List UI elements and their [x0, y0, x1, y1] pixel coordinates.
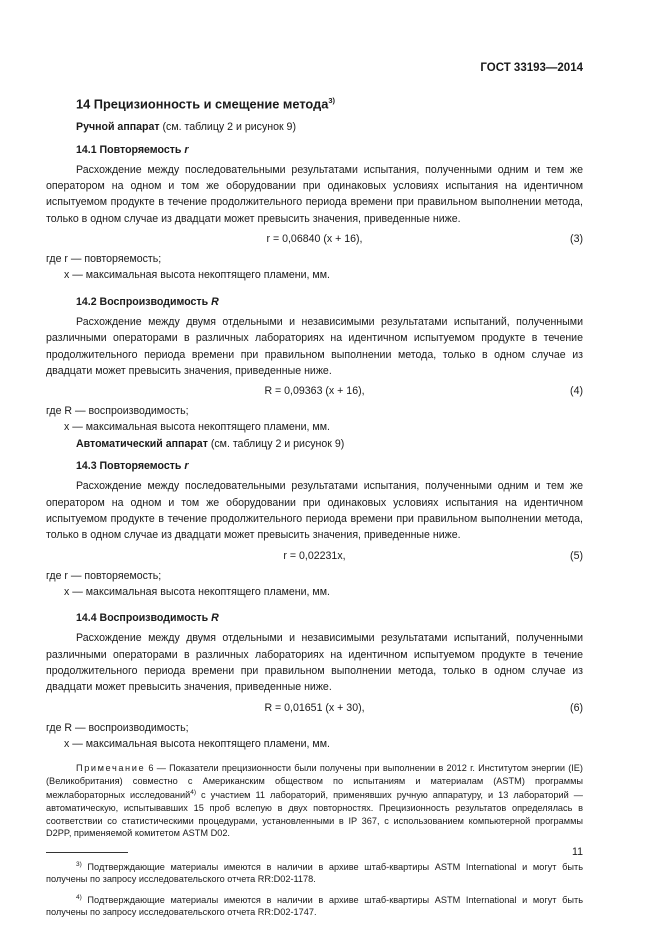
heading-symbol: r	[184, 460, 189, 473]
manual-apparatus-line	[76, 119, 583, 135]
page-content	[46, 92, 583, 925]
formula-number: (5)	[570, 549, 583, 562]
formula-expression: R = 0,09363 (x + 16),	[264, 385, 365, 398]
footnote-text: Подтверждающие материалы имеются в наличии в архиве штаб-квартиры ASTM International и могут быть получены по запросу исследовательского отчета RR:D02-1747.	[46, 894, 583, 918]
subsection-14-2-text: Расхождение между двумя отдельными и независимыми результатами испытаний, полученными различными операторами в различных лабораториях на идентичном испытуемом продукте в течение продолжительного периода времени при правильном выполнении метода, только в одном случае из двадцати может превысить значения, приведенные ниже.	[46, 315, 583, 377]
formula-number: (3)	[570, 233, 583, 246]
subsection-14-4-heading	[76, 610, 583, 626]
subsection-14-3-heading	[76, 458, 583, 474]
where-line-1: где R — воспроизводимость;	[46, 405, 189, 418]
heading-text: 14.1 Повторяемость	[76, 143, 185, 156]
heading-text: 14.3 Повторяемость	[76, 460, 185, 473]
heading-symbol: r	[184, 143, 189, 156]
precision-note	[46, 762, 583, 840]
section-title-text: 14 Прецизионность и смещение метода	[76, 96, 329, 112]
section-title	[76, 92, 583, 113]
manual-apparatus-ref: (см. таблицу 2 и рисунок 9)	[159, 121, 296, 134]
subsection-14-2-heading	[76, 294, 583, 310]
formula-expression: R = 0,01651 (x + 30),	[264, 701, 365, 714]
note-text-part-2: с участием 11 лабораторий, применявших ручную аппаратуру, и 13 лабораторий — автоматическую, испытывавших 15 проб вслепую в двух повторностях. Прецизионность результатов определялась в соответствии со статистическими процедурами, установленными в IP 367, с использованием компьютерной программы D2PP, применяемой комитетом ASTM D02.	[46, 790, 583, 839]
formula-number: (4)	[570, 385, 583, 398]
auto-apparatus-line	[76, 436, 583, 452]
where-line-2: x — максимальная высота некоптящего пламени, мм.	[64, 269, 330, 282]
footnote-mark: 4)	[76, 893, 82, 901]
formula-6	[46, 700, 583, 716]
heading-text: 14.4 Воспроизводимость	[76, 612, 212, 625]
footnote-separator	[46, 852, 128, 853]
auto-apparatus-label: Автоматический аппарат	[76, 437, 208, 450]
subsection-14-1-heading	[76, 142, 583, 158]
formula-expression: r = 0,06840 (x + 16),	[266, 233, 363, 246]
footnote-text: Подтверждающие материалы имеются в наличии в архиве штаб-квартиры ASTM International и могут быть получены по запросу исследовательского отчета RR:D02-1178.	[46, 861, 583, 885]
footnote-4	[46, 892, 583, 919]
where-line-2: x — максимальная высота некоптящего пламени, мм.	[64, 737, 330, 750]
footnote-3	[46, 859, 583, 886]
document-code: ГОСТ 33193—2014	[480, 62, 583, 74]
footnote-mark: 3)	[76, 860, 82, 868]
subsection-14-3-text: Расхождение между последовательными результатами испытания, полученными одним и тем же оператором на одном и том же оборудовании при одинаковых условиях испытания на идентичном испытуемом продукте в течение продолжительного периода времени при правильном выполнении метода, только в одном случае из двадцати может превысить значения, приведенные ниже.	[46, 480, 583, 542]
auto-apparatus-ref: (см. таблицу 2 и рисунок 9)	[207, 437, 345, 450]
heading-symbol: R	[211, 295, 219, 308]
where-line-1: где r — повторяемость;	[46, 253, 162, 266]
where-line-1: где R — воспроизводимость;	[46, 721, 189, 734]
where-line-1: где r — повторяемость;	[46, 569, 162, 582]
formula-5	[46, 548, 583, 564]
note-footnote-mark: 4)	[190, 789, 197, 797]
subsection-14-1-text: Расхождение между последовательными результатами испытания, полученными одним и тем же оператором на одном и том же оборудовании при одинаковых условиях испытания на идентичном испытуемом продукте в течение продолжительного периода времени при правильном выполнении метода, только в одном случае из двадцати может превысить значения, приведенные ниже.	[46, 163, 583, 225]
note-text-part-1: 6 — Показатели прецизионности были получены при выполнении в 2012 г. Институтом энергии (IE) (Великобритания) совместно с Американским обществом по испытаниям и материалам (ASTM) программы межлабораторных исследований	[46, 763, 583, 801]
formula-number: (6)	[570, 701, 583, 714]
where-line-2: x — максимальная высота некоптящего пламени, мм.	[64, 421, 330, 434]
heading-symbol: R	[211, 612, 219, 625]
subsection-14-4-text: Расхождение между двумя отдельными и независимыми результатами испытаний, полученными различными операторами в различных лабораториях на идентичном испытуемом продукте в течение продолжительного периода времени при правильном выполнении метода, только в одном случае из двадцати может превысить значения, приведенные ниже.	[46, 632, 583, 694]
formula-3	[46, 231, 583, 247]
page-number: 11	[572, 846, 583, 858]
manual-apparatus-label: Ручной аппарат	[76, 121, 160, 134]
where-line-2: x — максимальная высота некоптящего пламени, мм.	[64, 585, 330, 598]
note-label: Примечание	[76, 763, 146, 774]
section-title-footnote-mark: 3)	[328, 96, 335, 105]
formula-expression: r = 0,02231x,	[283, 549, 346, 562]
heading-text: 14.2 Воспроизводимость	[76, 295, 212, 308]
formula-4	[46, 383, 583, 399]
